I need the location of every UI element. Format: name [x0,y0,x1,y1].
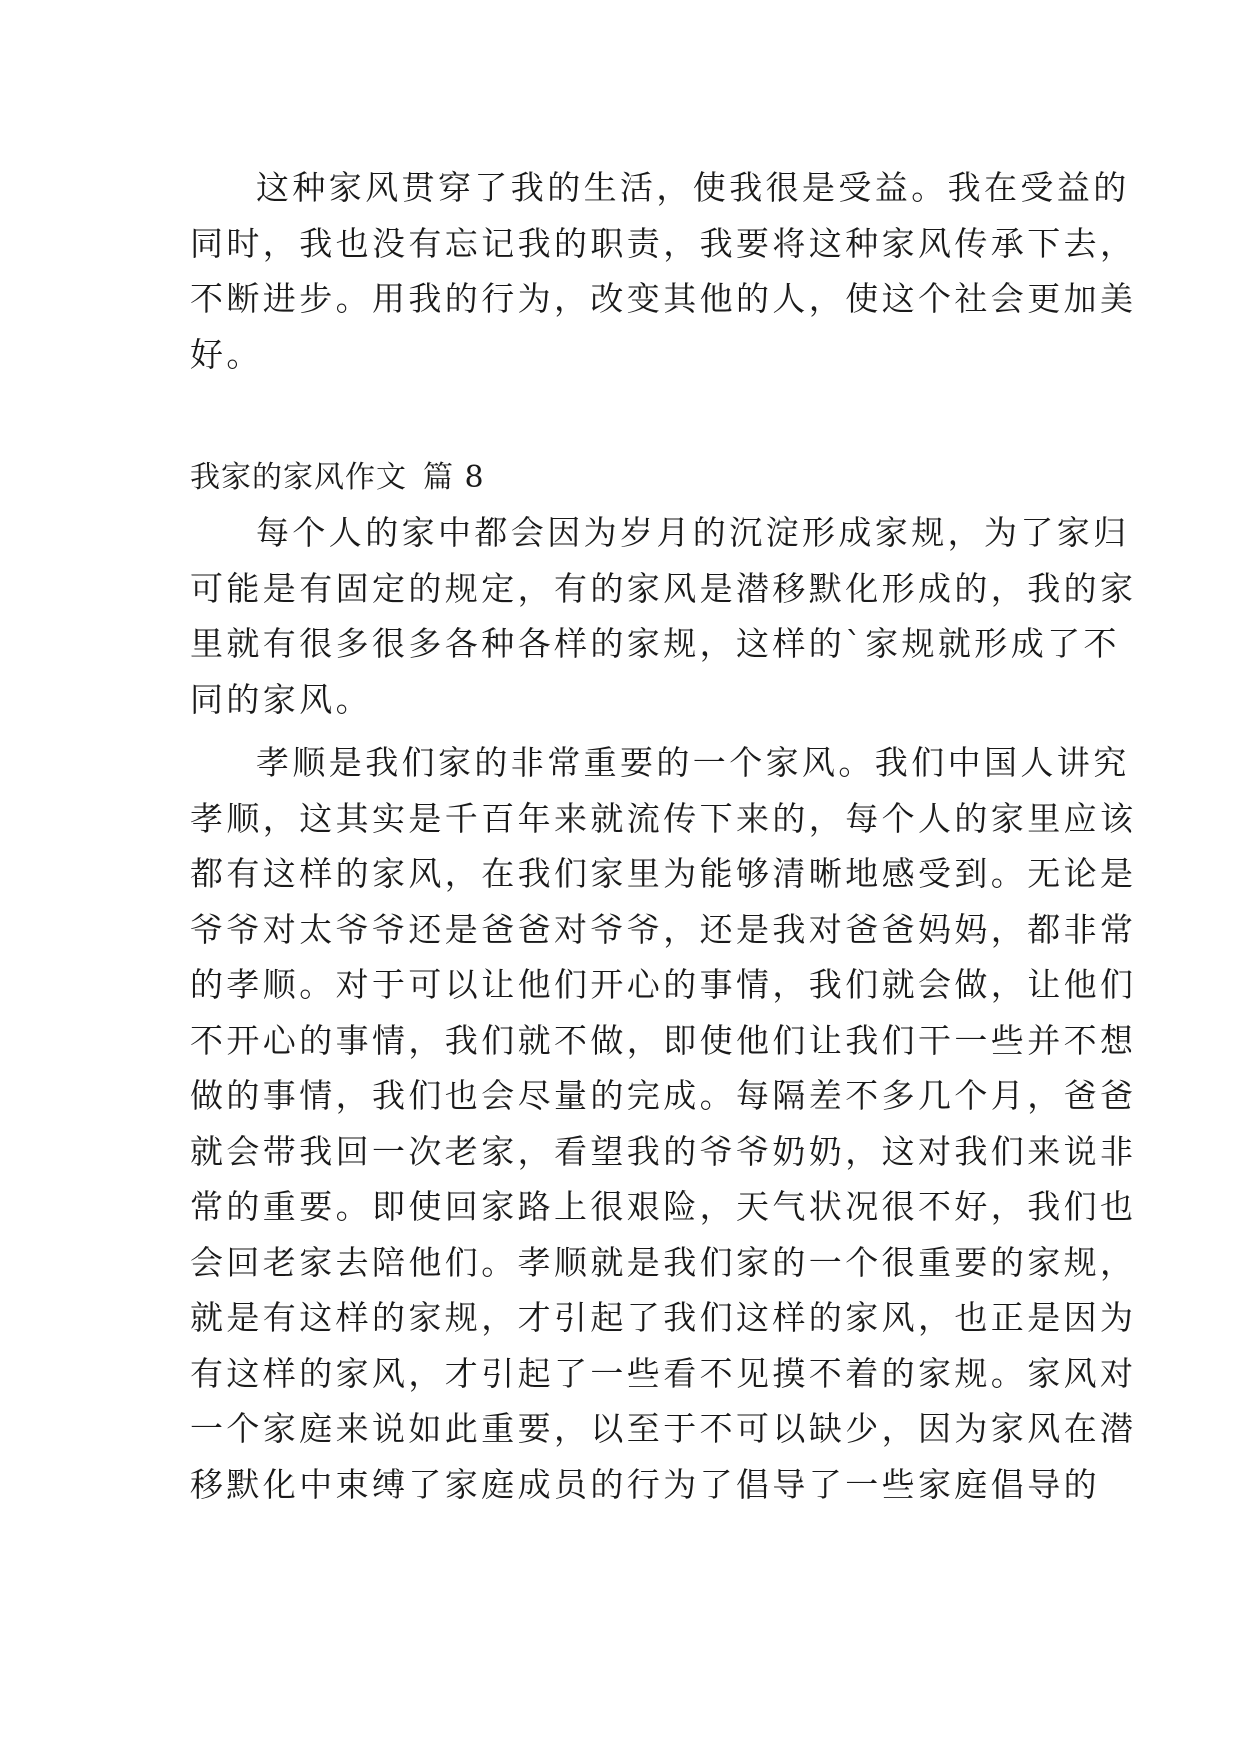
document-body [190,160,1137,1512]
paragraph-3 [190,735,1137,1512]
paragraph-line: 好。 [190,334,263,374]
section-number: 篇 8 [423,460,485,495]
paragraph-line: 同时，我也没有忘记我的职责，我要将这种家风传承下去， [190,223,1137,263]
paragraph-line: 有这样的家风，才引起了一些看不见摸不着的家规。家风对 [190,1353,1137,1393]
paragraph-line: 不开心的事情，我们就不做，即使他们让我们干一些并不想 [190,1020,1137,1060]
paragraph-line: 爷爷对太爷爷还是爸爸对爷爷，还是我对爸爸妈妈，都非常 [190,909,1137,949]
paragraph-line: 每个人的家中都会因为岁月的沉淀形成家规，为了家归 [256,513,1130,552]
section-title: 我家的家风作文 [190,460,407,495]
paragraph-line: 移默化中束缚了家庭成员的行为了倡导了一些家庭倡导的 [190,1464,1100,1504]
paragraph-line: 一个家庭来说如此重要，以至于不可以缺少，因为家风在潜 [190,1409,1137,1448]
paragraph-line: 里就有很多很多各种各样的家规，这样的`家规就形成了不 [190,624,1120,663]
paragraph-line: 常的重要。即使回家路上很艰险，天气状况很不好，我们也 [190,1187,1137,1226]
paragraph-2 [190,505,1137,727]
paragraph-line: 就是有这样的家规，才引起了我们这样的家风，也正是因为 [190,1298,1137,1337]
paragraph-line: 不断进步。用我的行为，改变其他的人，使这个社会更加美 [190,279,1137,318]
paragraph-1 [190,160,1137,382]
paragraph-line: 孝顺是我们家的非常重要的一个家风。我们中国人讲究 [256,743,1130,782]
paragraph-line: 都有这样的家风，在我们家里为能够清晰地感受到。无论是 [190,854,1137,893]
paragraph-line: 做的事情，我们也会尽量的完成。每隔差不多几个月，爸爸 [190,1076,1137,1115]
paragraph-line: 孝顺，这其实是千百年来就流传下来的，每个人的家里应该 [190,798,1137,838]
paragraph-line: 就会带我回一次老家，看望我的爷爷奶奶，这对我们来说非 [190,1131,1137,1171]
paragraph-line: 这种家风贯穿了我的生活，使我很是受益。我在受益的 [256,168,1130,207]
paragraph-line: 可能是有固定的规定，有的家风是潜移默化形成的，我的家 [190,568,1137,608]
section-heading [190,450,1058,505]
paragraph-line: 会回老家去陪他们。孝顺就是我们家的一个很重要的家规， [190,1242,1137,1282]
paragraph-line: 的孝顺。对于可以让他们开心的事情，我们就会做，让他们 [190,965,1137,1004]
paragraph-line: 同的家风。 [190,679,372,719]
